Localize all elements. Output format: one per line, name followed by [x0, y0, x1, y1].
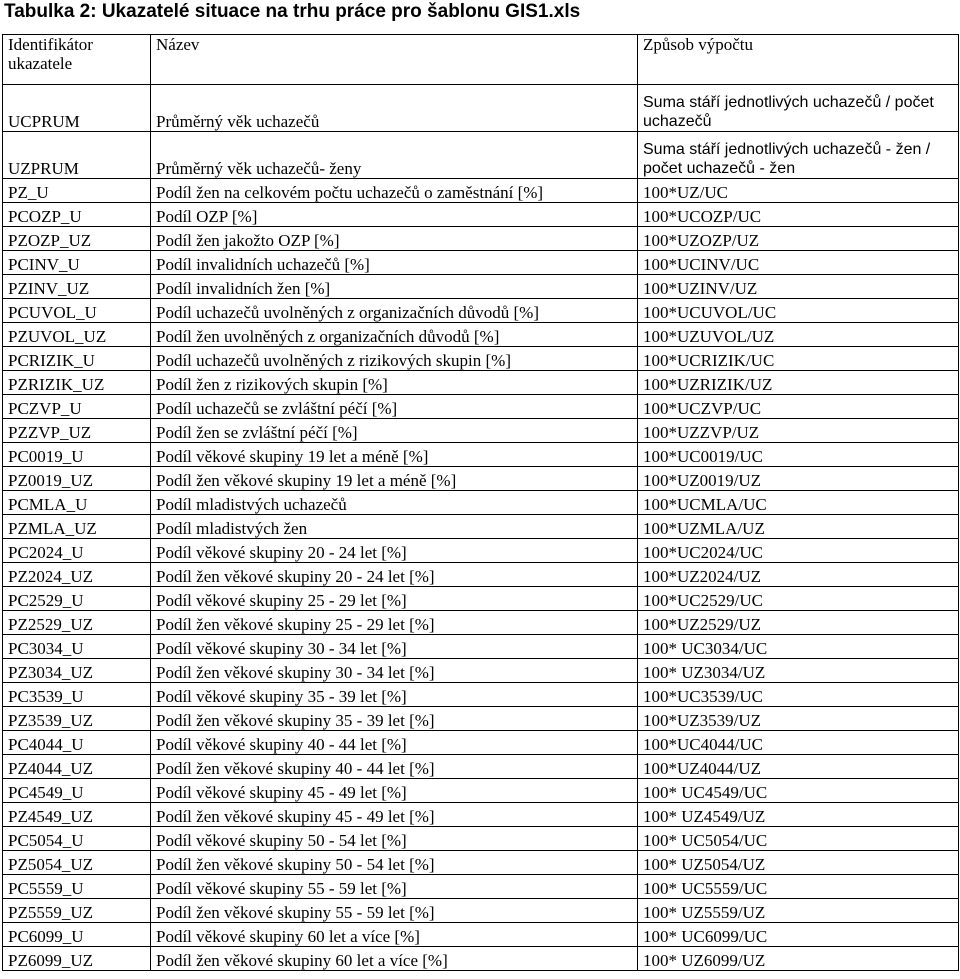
- cell-name: Podíl žen věkové skupiny 19 let a méně [%]: [151, 467, 638, 491]
- cell-name: Podíl mladistvých žen: [151, 515, 638, 539]
- cell-identifier: PC4549_U: [3, 779, 151, 803]
- table-row: [3, 755, 959, 779]
- cell-name: Podíl žen věkové skupiny 25 - 29 let [%]: [151, 611, 638, 635]
- cell-name: Podíl věkové skupiny 19 let a méně [%]: [151, 443, 638, 467]
- cell-identifier: PC5054_U: [3, 827, 151, 851]
- cell-name: Podíl invalidních žen [%]: [151, 275, 638, 299]
- table-row: [3, 923, 959, 947]
- cell-formula: 100*UZOZP/UZ: [638, 227, 959, 251]
- cell-identifier: PZ0019_UZ: [3, 467, 151, 491]
- cell-identifier: PZ3034_UZ: [3, 659, 151, 683]
- cell-formula: 100* UZ5559/UZ: [638, 899, 959, 923]
- cell-name: Podíl žen věkové skupiny 50 - 54 let [%]: [151, 851, 638, 875]
- table-row: [3, 85, 959, 132]
- cell-formula: 100*UCMLA/UC: [638, 491, 959, 515]
- cell-name: Průměrný věk uchazečů- ženy: [151, 132, 638, 179]
- cell-identifier: PZ4549_UZ: [3, 803, 151, 827]
- table-header-row: [3, 35, 959, 85]
- table-row: [3, 491, 959, 515]
- cell-name: Podíl žen věkové skupiny 60 let a více [%]: [151, 947, 638, 971]
- cell-name: Podíl žen věkové skupiny 55 - 59 let [%]: [151, 899, 638, 923]
- column-header-formula: Způsob výpočtu: [638, 35, 959, 85]
- cell-identifier: PC4044_U: [3, 731, 151, 755]
- table-row: [3, 467, 959, 491]
- cell-formula: 100*UCZVP/UC: [638, 395, 959, 419]
- cell-identifier: PCMLA_U: [3, 491, 151, 515]
- table-row: [3, 683, 959, 707]
- cell-formula: 100*UCOZP/UC: [638, 203, 959, 227]
- table-row: [3, 275, 959, 299]
- cell-formula: 100* UC4549/UC: [638, 779, 959, 803]
- cell-name: Podíl žen věkové skupiny 40 - 44 let [%]: [151, 755, 638, 779]
- table-body: [3, 85, 959, 971]
- cell-name: Podíl žen věkové skupiny 30 - 34 let [%]: [151, 659, 638, 683]
- cell-formula: 100*UZ3539/UZ: [638, 707, 959, 731]
- cell-formula: 100*UZRIZIK/UZ: [638, 371, 959, 395]
- cell-name: Podíl OZP [%]: [151, 203, 638, 227]
- table-row: [3, 803, 959, 827]
- cell-name: Podíl uchazečů uvolněných z rizikových skupin [%]: [151, 347, 638, 371]
- table-row: [3, 515, 959, 539]
- cell-name: Podíl žen na celkovém počtu uchazečů o zaměstnání [%]: [151, 179, 638, 203]
- cell-name: Podíl věkové skupiny 25 - 29 let [%]: [151, 587, 638, 611]
- cell-formula: 100*UZUVOL/UZ: [638, 323, 959, 347]
- cell-identifier: PZOZP_UZ: [3, 227, 151, 251]
- table-row: [3, 132, 959, 179]
- cell-name: Podíl věkové skupiny 50 - 54 let [%]: [151, 827, 638, 851]
- cell-identifier: PZ2529_UZ: [3, 611, 151, 635]
- cell-name: Podíl věkové skupiny 45 - 49 let [%]: [151, 779, 638, 803]
- table-row: [3, 179, 959, 203]
- cell-name: Podíl žen se zvláštní péčí [%]: [151, 419, 638, 443]
- cell-name: Podíl žen věkové skupiny 35 - 39 let [%]: [151, 707, 638, 731]
- cell-name: Podíl uchazečů se zvláštní péčí [%]: [151, 395, 638, 419]
- cell-identifier: PC3034_U: [3, 635, 151, 659]
- table-row: [3, 251, 959, 275]
- cell-formula: 100* UZ6099/UZ: [638, 947, 959, 971]
- table-row: [3, 899, 959, 923]
- cell-identifier: UCPRUM: [3, 85, 151, 132]
- cell-name: Podíl věkové skupiny 40 - 44 let [%]: [151, 731, 638, 755]
- cell-name: Podíl invalidních uchazečů [%]: [151, 251, 638, 275]
- table-row: [3, 203, 959, 227]
- cell-formula: 100*UC2529/UC: [638, 587, 959, 611]
- cell-identifier: PCUVOL_U: [3, 299, 151, 323]
- indicator-table: [2, 34, 959, 971]
- cell-identifier: PZINV_UZ: [3, 275, 151, 299]
- cell-formula: 100*UC4044/UC: [638, 731, 959, 755]
- column-header-identifier: Identifikátor ukazatele: [3, 35, 151, 85]
- cell-formula: 100*UC0019/UC: [638, 443, 959, 467]
- cell-name: Podíl věkové skupiny 60 let a více [%]: [151, 923, 638, 947]
- table-row: [3, 587, 959, 611]
- table-row: [3, 875, 959, 899]
- table-row: [3, 659, 959, 683]
- cell-name: Podíl žen věkové skupiny 45 - 49 let [%]: [151, 803, 638, 827]
- cell-identifier: PZ6099_UZ: [3, 947, 151, 971]
- cell-name: Podíl mladistvých uchazečů: [151, 491, 638, 515]
- table-row: [3, 851, 959, 875]
- cell-formula: 100* UZ5054/UZ: [638, 851, 959, 875]
- cell-identifier: PZ5559_UZ: [3, 899, 151, 923]
- cell-formula: 100* UZ4549/UZ: [638, 803, 959, 827]
- cell-identifier: PC2024_U: [3, 539, 151, 563]
- table-row: [3, 395, 959, 419]
- cell-name: Podíl žen z rizikových skupin [%]: [151, 371, 638, 395]
- cell-formula: 100* UZ3034/UZ: [638, 659, 959, 683]
- cell-identifier: PZ_U: [3, 179, 151, 203]
- table-row: [3, 371, 959, 395]
- cell-formula: 100* UC6099/UC: [638, 923, 959, 947]
- table-row: [3, 707, 959, 731]
- cell-identifier: PCZVP_U: [3, 395, 151, 419]
- cell-name: Podíl žen uvolněných z organizačních důvodů [%]: [151, 323, 638, 347]
- table-row: [3, 827, 959, 851]
- cell-formula: 100* UC3034/UC: [638, 635, 959, 659]
- cell-formula: 100* UC5054/UC: [638, 827, 959, 851]
- cell-formula: 100*UZINV/UZ: [638, 275, 959, 299]
- cell-name: Podíl žen jakožto OZP [%]: [151, 227, 638, 251]
- column-header-name: Název: [151, 35, 638, 85]
- table-row: [3, 635, 959, 659]
- cell-name: Podíl žen věkové skupiny 20 - 24 let [%]: [151, 563, 638, 587]
- cell-identifier: PZ4044_UZ: [3, 755, 151, 779]
- cell-name: Podíl věkové skupiny 20 - 24 let [%]: [151, 539, 638, 563]
- table-row: [3, 419, 959, 443]
- table-row: [3, 443, 959, 467]
- table-row: [3, 563, 959, 587]
- cell-name: Podíl uchazečů uvolněných z organizačních důvodů [%]: [151, 299, 638, 323]
- cell-identifier: PZ5054_UZ: [3, 851, 151, 875]
- cell-formula: 100* UC5559/UC: [638, 875, 959, 899]
- cell-name: Podíl věkové skupiny 55 - 59 let [%]: [151, 875, 638, 899]
- table-row: [3, 611, 959, 635]
- cell-formula: 100*UZ2529/UZ: [638, 611, 959, 635]
- table-row: [3, 299, 959, 323]
- table-row: [3, 323, 959, 347]
- cell-formula: 100*UC2024/UC: [638, 539, 959, 563]
- cell-identifier: PCOZP_U: [3, 203, 151, 227]
- cell-identifier: PCRIZIK_U: [3, 347, 151, 371]
- cell-identifier: PCINV_U: [3, 251, 151, 275]
- cell-formula: 100*UCINV/UC: [638, 251, 959, 275]
- cell-formula: 100*UC3539/UC: [638, 683, 959, 707]
- table-row: [3, 539, 959, 563]
- cell-name: Podíl věkové skupiny 30 - 34 let [%]: [151, 635, 638, 659]
- cell-identifier: PC0019_U: [3, 443, 151, 467]
- table-row: [3, 227, 959, 251]
- table-row: [3, 731, 959, 755]
- cell-formula: Suma stáří jednotlivých uchazečů / počet uchazečů: [638, 85, 959, 132]
- cell-identifier: PC6099_U: [3, 923, 151, 947]
- cell-name: Podíl věkové skupiny 35 - 39 let [%]: [151, 683, 638, 707]
- cell-identifier: PC2529_U: [3, 587, 151, 611]
- cell-identifier: PZMLA_UZ: [3, 515, 151, 539]
- cell-name: Průměrný věk uchazečů: [151, 85, 638, 132]
- table-row: [3, 779, 959, 803]
- cell-formula: 100*UZZVP/UZ: [638, 419, 959, 443]
- cell-identifier: UZPRUM: [3, 132, 151, 179]
- cell-identifier: PZRIZIK_UZ: [3, 371, 151, 395]
- cell-formula: 100*UZ0019/UZ: [638, 467, 959, 491]
- cell-identifier: PZ3539_UZ: [3, 707, 151, 731]
- cell-identifier: PC5559_U: [3, 875, 151, 899]
- cell-formula: 100*UZ/UC: [638, 179, 959, 203]
- cell-formula: 100*UZMLA/UZ: [638, 515, 959, 539]
- table-row: [3, 347, 959, 371]
- cell-identifier: PC3539_U: [3, 683, 151, 707]
- cell-formula: 100*UCUVOL/UC: [638, 299, 959, 323]
- cell-formula: 100*UZ4044/UZ: [638, 755, 959, 779]
- cell-formula: Suma stáří jednotlivých uchazečů - žen / počet uchazečů - žen: [638, 132, 959, 179]
- cell-identifier: PZUVOL_UZ: [3, 323, 151, 347]
- cell-formula: 100*UCRIZIK/UC: [638, 347, 959, 371]
- cell-identifier: PZ2024_UZ: [3, 563, 151, 587]
- table-row: [3, 947, 959, 971]
- cell-formula: 100*UZ2024/UZ: [638, 563, 959, 587]
- cell-identifier: PZZVP_UZ: [3, 419, 151, 443]
- page-title: Tabulka 2: Ukazatelé situace na trhu práce pro šablonu GIS1.xls: [4, 1, 581, 22]
